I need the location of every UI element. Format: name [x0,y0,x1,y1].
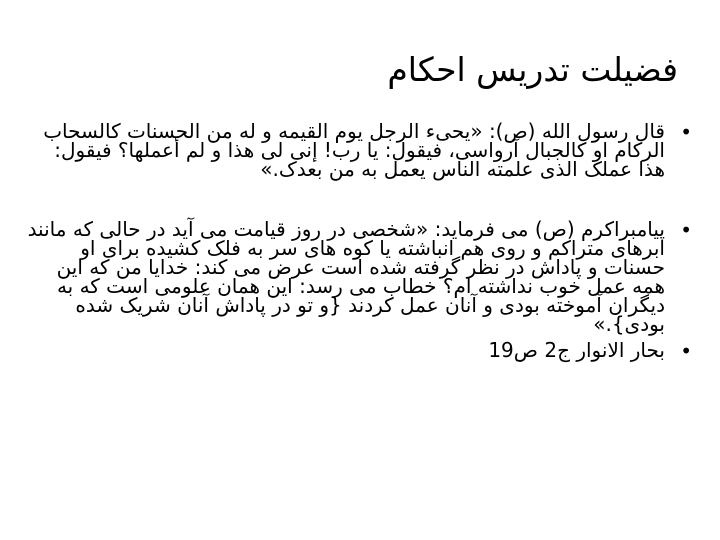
bullet-text: پیامبراکرم (ص) می فرماید: «شخصی در روز قیامت می آید در حالی که مانند ابرهای متراکم و روی هم انباشته یا کوه های سر به فلک کشیده برای او حسنات و پاداش در نظر گرفته شده است عرض می کند: خدایا من که این همه عمل خوب نداشته ام؟ خطاب می رسد: این همان علومی است که به دیگران آموخته بودی و آنان عمل کردند {و تو در پاداش آنان شریک شده بودی}.» [27,217,665,336]
bullet-text: بحار الانوار ج2 ص19 [488,338,665,362]
slide-title: فضیلت تدریس احکام [387,50,678,89]
bullet-dot-icon: • [680,120,692,144]
bullet-item-hadith-persian [25,217,695,336]
bullet-dot-icon: • [680,218,692,242]
bullet-dot-icon: • [680,339,692,363]
bullet-list [25,119,695,363]
bullet-item-source [25,338,695,363]
bullet-item-hadith-arabic [25,119,695,181]
bullet-text: قال رسول الله (ص): «یحیء الرجل یوم القیمه و له من الحسنات کالسحاب الرکام او کالجبال آرواسی، فیقول: یا رب! إنی لی هذا و لم أعملها؟ فیقول: هذا عملک الذی علمته الناس یعمل به من بعدک.» [43,119,665,181]
